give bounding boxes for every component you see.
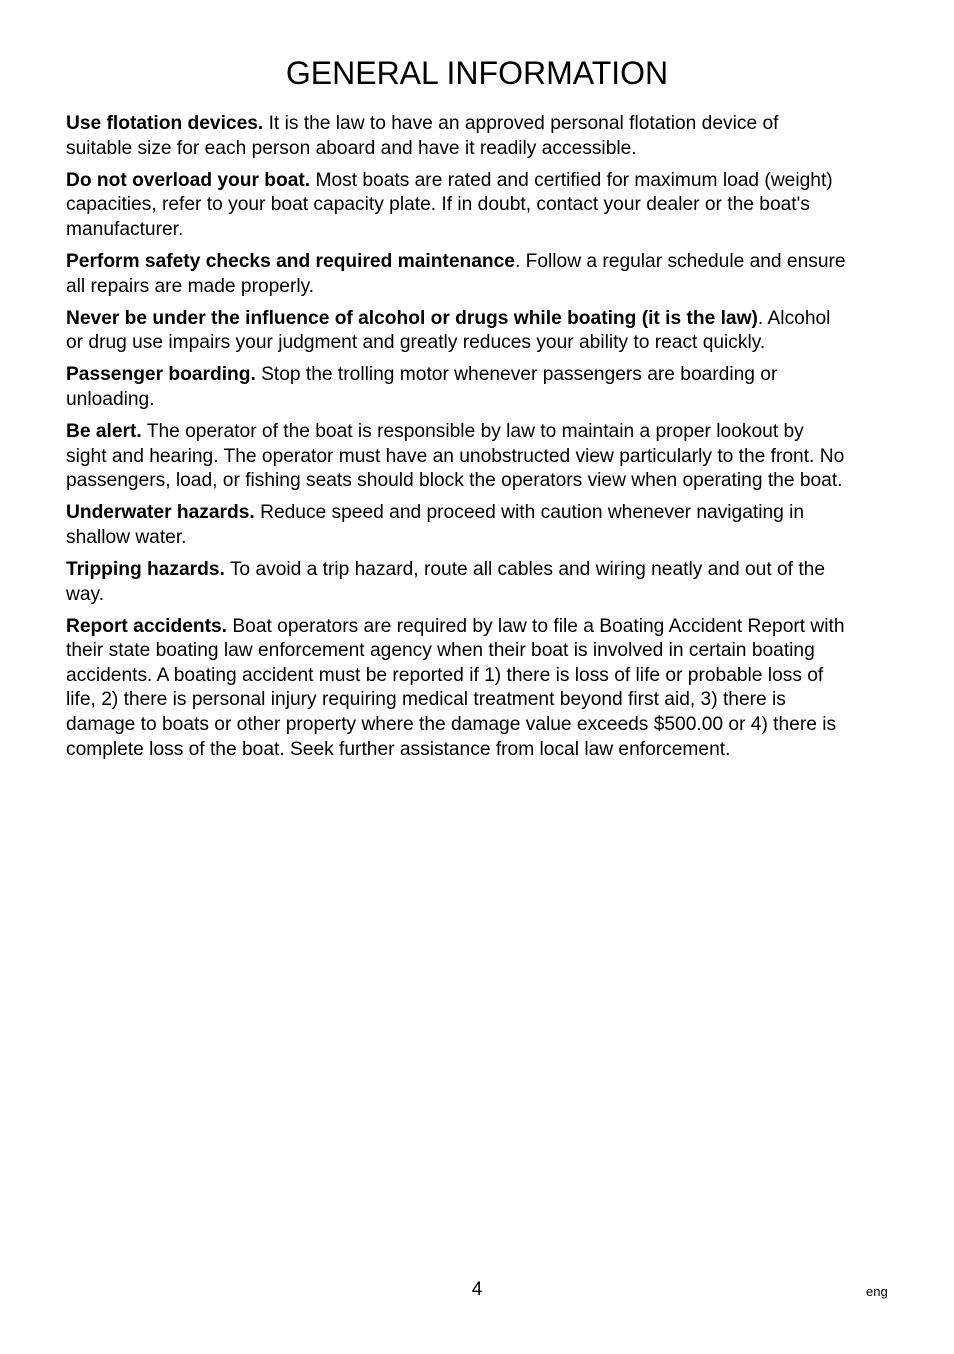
language-code: eng bbox=[866, 1284, 888, 1299]
paragraph-body: Stop the trolling motor whenever passengers are boarding or unloading. bbox=[66, 364, 778, 410]
paragraph-be-alert bbox=[66, 420, 846, 494]
paragraph-flotation-devices bbox=[66, 112, 846, 161]
page-number: 4 bbox=[471, 1279, 483, 1300]
paragraph-alcohol-drugs bbox=[66, 307, 846, 356]
paragraph-lead: Use flotation devices. bbox=[66, 113, 264, 134]
paragraph-body: . Follow a regular schedule and ensure all repairs are made properly. bbox=[66, 250, 846, 297]
paragraph-tripping-hazards bbox=[66, 558, 846, 607]
paragraph-body: Reduce speed and proceed with caution whenever navigating in shallow water. bbox=[66, 502, 805, 548]
paragraph-report-accidents bbox=[66, 615, 846, 763]
paragraph-overload bbox=[66, 169, 846, 243]
paragraph-lead: Be alert. bbox=[66, 421, 142, 443]
paragraph-lead: Passenger boarding. bbox=[66, 364, 256, 386]
page-title: GENERAL INFORMATION bbox=[285, 55, 669, 91]
paragraph-lead: Perform safety checks and required maintenance bbox=[66, 250, 515, 272]
paragraph-lead: Tripping hazards. bbox=[66, 559, 225, 580]
paragraph-body: . Alcohol or drug use impairs your judgment and greatly reduces your ability to react quickly. bbox=[66, 307, 831, 354]
paragraph-lead: Report accidents. bbox=[66, 615, 228, 637]
paragraph-body: Most boats are rated and certified for maximum load (weight) capacities, refer to your boat capacity plate. If in doubt, contact your dealer or the boat's manufacturer. bbox=[66, 169, 833, 240]
paragraph-safety-checks bbox=[66, 250, 846, 299]
paragraph-passenger-boarding bbox=[66, 363, 846, 412]
safety-information-list bbox=[66, 112, 846, 770]
paragraph-body: To avoid a trip hazard, route all cables and wiring neatly and out of the way. bbox=[66, 559, 826, 605]
paragraph-lead: Do not overload your boat. bbox=[66, 169, 311, 191]
paragraph-body: Boat operators are required by law to file a Boating Accident Report with their state boating law enforcement agency when their boat is involved in certain boating accidents. A boating accident must be reported if 1) there is loss of life or probable loss of life, 2) there is personal injury requiring medical treatment beyond first aid, 3) there is damage to boats or other property where the damage value exceeds $500.00 or 4) there is complete loss of the boat. Seek further assistance from local law enforcement. bbox=[66, 615, 845, 760]
paragraph-body: The operator of the boat is responsible by law to maintain a proper lookout by sight and hearing. The operator must have an unobstructed view particularly to the front. No passengers, load, or fishing seats should block the operators view when operating the boat. bbox=[66, 421, 845, 492]
paragraph-lead: Underwater hazards. bbox=[66, 502, 255, 524]
paragraph-lead: Never be under the influence of alcohol or drugs while boating (it is the law) bbox=[66, 307, 758, 329]
paragraph-underwater-hazards bbox=[66, 501, 846, 550]
paragraph-body: It is the law to have an approved personal flotation device of suitable size for each person aboard and have it readily accessible. bbox=[66, 113, 779, 159]
